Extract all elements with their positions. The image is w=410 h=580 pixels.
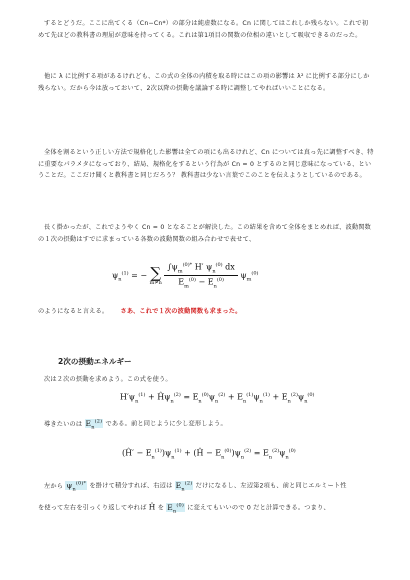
paragraph-8: 左から $\psi_n^{(0)*}$ を掛けて積分すれば、右辺は $E_n^{(2)}$ だけになるし、左辺第2項も、前と同じエルミート性 <box>44 480 347 492</box>
paragraph-2: 他に λ に比例する項があるけれども、この式の全体の内積を取る時にはこの項の影響は λ² に比例する部分にしか残らない。だから今は放っておいて、2次以降の摂動を議論する時に調整してやればいいことになる。 <box>38 73 370 92</box>
inline-energy-2b: $E_n^{(2)}$ <box>175 480 193 492</box>
inline-psi-conj: $\psi_n^{(0)*}$ <box>66 480 87 492</box>
equation-rearranged: (Ĥ′ − $E_n^{(1)})\psi_n^{(1)}$ + (Ĥ − $E_n^{(0)})\psi_n^{(2)} = E_n^{(2)}\psi_n^{(0)}$ <box>122 448 296 461</box>
paragraph-9: を使って左右を引っくり返してやれば Ĥ を $E_n^{(0)}$ に変えてもいいので 0 だと計算できる。つまり、 <box>38 502 330 514</box>
paragraph-5: のようになると言える。 さあ、これで１次の波動関数も求まった。 <box>38 308 242 315</box>
equation-second-order: $H'\psi_n^{(1)}$ + $Ĥ\psi_n^{(2)} = E_n^{(0)}\psi_n^{(2)} + E_n^{(1)}\psi_n^{(1)} + E_n^{(2)}\psi_n^{(0)}$ <box>120 392 315 405</box>
inline-energy-0: $E_n^{(0)}$ <box>167 502 185 514</box>
paragraph-3: 全体を割るという正しい方法で規格化した影響は全ての項にも出るけれど、Cn については真っ先に調整すべき、特に重要なパラメタになっており、結局、規格化をするという行為が Cn = 0 とするのと同じ意味になっている、ということだ。ここだけ聞くと教科書と同じだろう？ 教科書は少ない言葉でこのことを伝えようとしているのである。 <box>38 149 374 179</box>
paragraph-7: 導きたいのは $E_n^{(2)}$ である。前と同じように少し変形しよう。 <box>44 418 227 430</box>
paragraph-6: 次は２次の摂動を求めよう。この式を使う。 <box>44 376 172 383</box>
inline-energy-2: $E_n^{(2)}$ <box>85 418 103 430</box>
inline-hamiltonian: Ĥ <box>148 502 156 512</box>
paragraph-4: 長く掛かったが、これでようやく Cn = 0 となることが解決した。この結果を含めて全体をまとめれば、波動関数の１次の摂動はすでに求まっている各数の波動関数の組み合わせで表せて、 <box>38 224 372 243</box>
paragraph-1: するとどうだ。ここに出てくる（Cn−Cn*）の部分は純虚数になる。Cn に関してはこれしか残らない。これで初めて先ほどの教科書の理屈が意味を持ってくる。これは第1項目の関数の位相の違いとして吸収できるのだった。 <box>38 20 369 39</box>
section-heading: 2次の摂動エネルギー <box>58 357 132 366</box>
equation-first-order-wavefunction: $\psi_n^{(1)}$ = − ∑ m≠n $\frac{\int\psi_m^{(0)*} H' \psi_n^{(0)} dx}{E_m^{(0)} - E_n^{(0)}}$ $\psi_m^{(0)}$ <box>112 262 259 290</box>
